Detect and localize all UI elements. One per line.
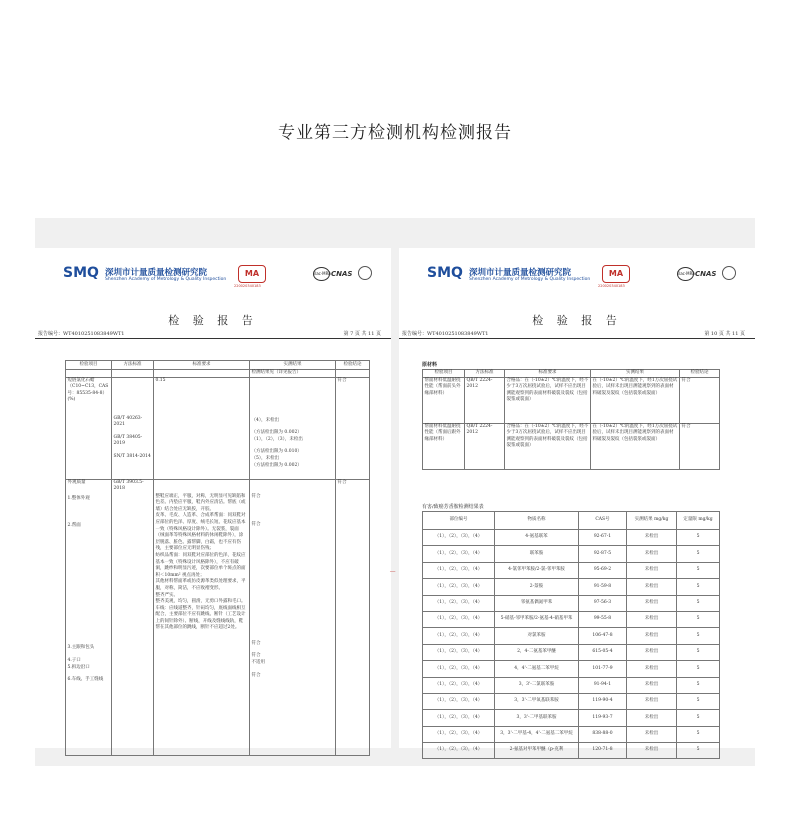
cell-name: 3，3'-二甲基联苯胺	[495, 710, 579, 726]
institute-name-en: Shenzhen Academy of Metrology & Quality Inspection	[469, 277, 591, 282]
inspection-table	[65, 360, 370, 756]
cell-name: 2-萘胺	[495, 579, 579, 595]
report-header	[427, 263, 727, 289]
requirement-cell: 0.15	[154, 377, 250, 479]
table-row: 帮面材料低温耐挠性能（帮面前头外缘部材料） QB/T 2224-2012 合格品：在（-10±2）℃的温度下，经不少于3万次屈挠试验后，试样不应出现目测能观察到的表面材料破裂及裂纹（包括裂浆或裂面） 在（-10±2）℃的温度下，经1万次屈挠试验后，试样未出现目测能观察到的表面材料破裂及裂纹（包括裂浆或裂面） 符合	[423, 377, 720, 423]
table-row	[66, 479, 370, 755]
institute-name: 深圳市计量质量检测研究院	[105, 268, 208, 278]
cell-result: 未检出	[627, 743, 677, 759]
cell-part: （1），（2），（3），（4）	[423, 726, 495, 742]
cell-part: （1），（2），（3），（4）	[423, 693, 495, 709]
institute-name-en: Shenzhen Academy of Metrology & Quality Inspection	[105, 277, 227, 282]
col-header: 方法标准	[112, 361, 154, 370]
page-info: 第 7 页 共 11 页	[343, 331, 381, 337]
cell-result: 未检出	[627, 611, 677, 627]
verdict-cell: 符合	[336, 479, 370, 755]
item-cell: 外观质量 1.整体外观 2.帮面 3.主跟和包头 4.子口 5.拆边沿口 6.车线、手工缝线	[66, 479, 112, 755]
cell-name: 3，3'-二甲基-4，4'-二氨基二苯甲烷	[495, 726, 579, 742]
table-row	[423, 628, 720, 644]
cell-cas: 838-88-0	[579, 726, 627, 742]
ilac-mra-icon: ilac·MRA	[677, 267, 694, 281]
ilac-mra-icon: ilac·MRA	[313, 267, 330, 281]
table-row	[423, 595, 720, 611]
table-row	[423, 579, 720, 595]
cell-part: （1），（2），（3），（4）	[423, 710, 495, 726]
cell-part: （1），（2），（3），（4）	[423, 595, 495, 611]
cell-part: （1），（2），（3），（4）	[423, 546, 495, 562]
table-row	[423, 546, 720, 562]
col-header: 部位编号	[423, 512, 495, 530]
table-row	[423, 726, 720, 742]
cell-result: 未检出	[627, 693, 677, 709]
cell-result: 未检出	[627, 546, 677, 562]
cell-part: （1），（2），（3），（4）	[423, 661, 495, 677]
table-row	[423, 743, 720, 759]
cell-part: （1），（2），（3），（4）	[423, 743, 495, 759]
cell-name: 对氯苯胺	[495, 628, 579, 644]
cell-name: 3，3'-二氯联苯胺	[495, 677, 579, 693]
cell-cas: 101-77-9	[579, 661, 627, 677]
col-header: 实测结果	[250, 361, 336, 370]
divider	[399, 338, 755, 339]
table-row	[423, 611, 720, 627]
cell-loq: 5	[677, 693, 720, 709]
col-header: 标准要求	[505, 370, 591, 378]
col-header: 实测结果 mg/kg	[627, 512, 677, 530]
cell-part: （1），（2），（3），（4）	[423, 677, 495, 693]
result-note: 检测结果见（详见报告）	[250, 370, 336, 378]
col-header: 方法标准	[465, 370, 505, 378]
cell-result: 未检出	[627, 710, 677, 726]
cell-loq: 5	[677, 661, 720, 677]
result-cell: （4），未检出 （方法检出限为 0.002） （1），（2），（3），未检出 （方法检出限为 0.010） （5），未检出 （方法检出限为 0.002）	[250, 377, 336, 479]
cell-name: 4，4'-二氨基二苯甲烷	[495, 661, 579, 677]
cell-name: 2，4-二氨基苯甲醚	[495, 644, 579, 660]
cell-cas: 120-71-8	[579, 743, 627, 759]
item-cell: 短链氯化石蜡（C10~C13，CAS号：85535-84-8）(%)	[66, 377, 112, 479]
cell-loq: 5	[677, 611, 720, 627]
cell-loq: 5	[677, 595, 720, 611]
section-heading: 原材料	[422, 362, 438, 368]
cell-part: （1），（2），（3），（4）	[423, 628, 495, 644]
table-row	[423, 661, 720, 677]
requirement-cell: 整鞋应端正，平服，对称，无明显可见缺陷和色差。内垫应平服，鞋内外应清洁。帮底（或墙）结合处应无缺胶，开胶。 皮革、毛皮、人造革、合成革帮面：同双鞋对应部位的色泽、厚度、绒毛长短、花纹应基本一致（特殊风格设计除外）。无裂浆，裂面（绒面革等特殊风格材料的休闲鞋除外），涂层脱落、脏色、露帮脚，白霜，也不应有伤残，主要部位应无明显伤残； 纺织品帮面：同双鞋对应部位的色泽，花纹应基本一致（特殊设计风格除外），不应有破洞，跳纱和明显污迹，次要部位单个斑点的面积＜10mm² 视点再处； 其他材料帮面革或仿皮源革类似处理要求，平服，对称，简洁，不应收褶变形。 整齐严实。 整齐美观，均匀，圆滑，无剪口外露和毛口。 车线：应线道整齐，针码均匀，底线面线相互配合，主要部位不应有跳线、断针（工艺设计上的间针除外）、断线，开线及缝线线轨，鞋帮在其他部位的跳线，断针不应超过2处。	[154, 479, 250, 755]
col-header: 检验结论	[680, 370, 720, 378]
cell-cas: 95-69-2	[579, 562, 627, 578]
cell-loq: 5	[677, 530, 720, 546]
report-number: 报告编号：WT4010251083849WT1	[402, 331, 489, 337]
table-row	[66, 377, 370, 479]
cell-result: 未检出	[627, 562, 677, 578]
institute-name: 深圳市计量质量检测研究院	[469, 268, 572, 278]
ma-code: 220020340183	[598, 284, 625, 288]
table-row	[423, 677, 720, 693]
materials-table	[422, 369, 720, 470]
ma-code: 220020340183	[234, 284, 261, 288]
table-row: 帮面材料低温耐挠性能（帮面后跟外缘部材料） QB/T 2224-2012 合格品：在（-10±2）℃的温度下，经不少于3万次屈挠试验后，试样不应出现目测能观察到的表面材料破裂及裂纹（包括裂浆或裂面） 在（-10±2）℃的温度下，经1万次屈挠试验后，试样未出现目测能观察到的表面材料破裂及裂纹（包括裂浆或裂面） 符合	[423, 423, 720, 469]
globe-icon	[358, 266, 372, 280]
cell-loq: 5	[677, 726, 720, 742]
cell-name: 4-氯邻甲苯胺/2-氯-邻甲苯胺	[495, 562, 579, 578]
cell-result: 未检出	[627, 677, 677, 693]
table-row	[423, 562, 720, 578]
ma-certification-icon: MA	[238, 265, 266, 283]
ma-certification-icon: MA	[602, 265, 630, 283]
report-title: 检 验 报 告	[168, 314, 258, 327]
table-caption: 有害/致癌芳香胺检测结果表	[422, 504, 484, 510]
cell-result: 未检出	[627, 595, 677, 611]
verdict-cell: 符合	[336, 377, 370, 479]
cell-cas: 106-47-8	[579, 628, 627, 644]
cell-part: （1），（2），（3），（4）	[423, 644, 495, 660]
cell-result: 未检出	[627, 628, 677, 644]
cell-result: 未检出	[627, 726, 677, 742]
cell-loq: 5	[677, 710, 720, 726]
cell-result: 未检出	[627, 579, 677, 595]
aromatic-amine-table	[422, 511, 720, 759]
cnas-icon: CNAS	[695, 270, 717, 278]
cell-part: （1），（2），（3），（4）	[423, 562, 495, 578]
cell-part: （1），（2），（3），（4）	[423, 530, 495, 546]
report-page-right	[399, 248, 755, 753]
smq-logo: SMQ	[63, 265, 99, 281]
cell-loq: 5	[677, 743, 720, 759]
cell-cas: 615-05-4	[579, 644, 627, 660]
report-number: 报告编号：WT4010251083849WT1	[38, 331, 125, 337]
cell-result: 未检出	[627, 530, 677, 546]
cell-cas: 99-55-8	[579, 611, 627, 627]
table-row	[423, 644, 720, 660]
col-header: 实测结果	[591, 370, 680, 378]
col-header: 检验结论	[336, 361, 370, 370]
smq-logo: SMQ	[427, 265, 463, 281]
cell-part: （1），（2），（3），（4）	[423, 579, 495, 595]
page-edge-mark: │	[389, 570, 394, 573]
cell-cas: 119-90-4	[579, 693, 627, 709]
cell-name: 3，3'-二甲氧基联苯胺	[495, 693, 579, 709]
cell-cas: 97-56-3	[579, 595, 627, 611]
col-header: 检验项目	[66, 361, 112, 370]
col-header: 检验项目	[423, 370, 465, 378]
cell-cas: 91-94-1	[579, 677, 627, 693]
cnas-icon: CNAS	[331, 270, 353, 278]
method-cell: GB/T 40263-2021 GB/T 38405-2019 SN/T 3814-2014	[112, 377, 154, 479]
report-page-left	[35, 248, 391, 748]
cell-name: 邻氨基偶氮甲苯	[495, 595, 579, 611]
globe-icon	[722, 266, 736, 280]
page-title: 专业第三方检测机构检测报告	[278, 123, 512, 143]
cell-cas: 119-93-7	[579, 710, 627, 726]
page-info: 第 10 页 共 11 页	[704, 331, 745, 337]
col-header: 定量限 mg/kg	[677, 512, 720, 530]
col-header: CAS号	[579, 512, 627, 530]
cell-loq: 5	[677, 562, 720, 578]
cell-name: 4-氨基联苯	[495, 530, 579, 546]
cell-result: 未检出	[627, 661, 677, 677]
cell-result: 未检出	[627, 644, 677, 660]
cell-loq: 5	[677, 546, 720, 562]
cell-name: 2-氨基对甲苯甲醚（p-克利	[495, 743, 579, 759]
cell-name: 5-硝基-邻甲苯胺/2-氨基-4-硝基甲苯	[495, 611, 579, 627]
method-cell: GB/T 3903.5-2018	[112, 479, 154, 755]
cell-loq: 5	[677, 628, 720, 644]
cell-loq: 5	[677, 677, 720, 693]
cell-cas: 92-67-1	[579, 530, 627, 546]
result-cell: 符合 符合 符合 符合 不适用 符合	[250, 479, 336, 755]
cell-name: 联苯胺	[495, 546, 579, 562]
cell-cas: 91-59-8	[579, 579, 627, 595]
cell-loq: 5	[677, 579, 720, 595]
col-header: 标准要求	[154, 361, 250, 370]
report-title: 检 验 报 告	[532, 314, 622, 327]
cell-part: （1），（2），（3），（4）	[423, 611, 495, 627]
divider	[35, 338, 391, 339]
table-row	[423, 710, 720, 726]
cell-loq: 5	[677, 644, 720, 660]
cell-cas: 92-87-5	[579, 546, 627, 562]
report-header	[63, 263, 363, 289]
table-row	[423, 530, 720, 546]
col-header: 物质名称	[495, 512, 579, 530]
table-row	[423, 693, 720, 709]
